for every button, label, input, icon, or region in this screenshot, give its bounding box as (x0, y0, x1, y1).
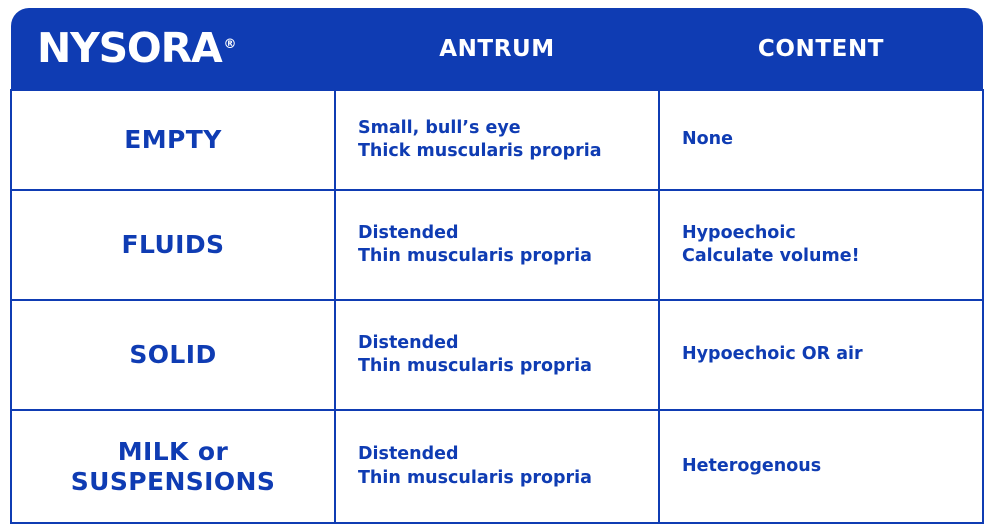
row-antrum-cell (335, 300, 659, 410)
column-header-content: CONTENT (659, 8, 983, 90)
row-category-cell (11, 410, 335, 523)
row-antrum-cell (335, 190, 659, 300)
row-antrum-cell (335, 410, 659, 523)
row-antrum-text (336, 222, 658, 268)
table-header-row (11, 8, 983, 90)
text-line: Hypoechoic (682, 222, 796, 243)
row-content-cell (659, 90, 983, 190)
row-antrum-text (336, 332, 658, 378)
text-line: MILK or (117, 436, 229, 466)
text-line: Hypoechoic OR air (682, 344, 863, 365)
row-antrum-cell (335, 90, 659, 190)
row-content-cell (659, 300, 983, 410)
row-content-text (660, 455, 982, 478)
row-category-label: FLUIDS (121, 230, 225, 259)
row-content-cell (659, 190, 983, 300)
text-line: SUSPENSIONS (70, 466, 276, 496)
row-category-cell (11, 190, 335, 300)
row-content-cell (659, 410, 983, 523)
text-line: Distended (358, 332, 459, 353)
row-content-text (660, 343, 982, 366)
text-line: Distended (358, 444, 459, 465)
table-row (11, 90, 983, 190)
text-line: Calculate volume! (682, 246, 860, 266)
logo-cell (11, 8, 335, 90)
text-line: None (682, 129, 733, 150)
row-category-label: EMPTY (124, 125, 222, 154)
text-line: Thick muscularis propria (358, 141, 602, 161)
text-line: Small, bull’s eye (358, 117, 521, 138)
row-category-cell (11, 300, 335, 410)
table-row (11, 410, 983, 523)
table-row (11, 190, 983, 300)
text-line: Thin muscularis propria (358, 356, 592, 376)
text-line: Thin muscularis propria (358, 246, 592, 266)
row-category-cell (11, 90, 335, 190)
row-content-text (660, 128, 982, 151)
column-header-antrum: ANTRUM (335, 8, 659, 90)
brand-name: NYSORA (37, 24, 222, 72)
row-category-label: SOLID (129, 340, 217, 369)
registered-trademark-icon: ® (223, 37, 237, 52)
row-antrum-text (336, 443, 658, 489)
text-line: Thin muscularis propria (358, 467, 592, 488)
brand-logo (11, 24, 335, 72)
comparison-table (10, 8, 984, 524)
row-content-text (660, 222, 982, 268)
table-row (11, 300, 983, 410)
row-antrum-text (336, 117, 658, 163)
text-line: Distended (358, 222, 459, 243)
row-category-label (12, 437, 334, 497)
text-line: Heterogenous (682, 455, 822, 476)
